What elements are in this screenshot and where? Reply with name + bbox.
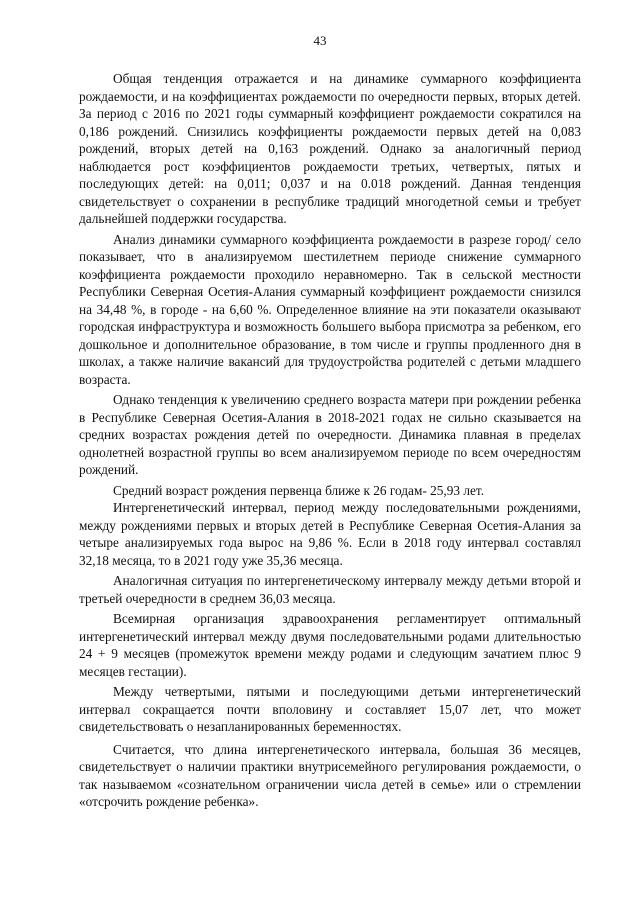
paragraph-mother-age: Однако тенденция к увеличению среднего возраста матери при рождении ребенка в Республике Северная Осетия-Алания в 2018-2021 годах не сильно сказывается на средних возрастах рождения детей по очередности. Динамика плавная в пределах однолетней возрастной группы во всем анализируемом периоде по всем очередностям рождений. — [79, 392, 581, 477]
paragraph-second-third-interval: Аналогичная ситуация по интергенетическому интервалу между детьми второй и третьей очередности в среднем 36,03 месяца. — [79, 573, 581, 606]
paragraph-first-child-age: Средний возраст рождения первенца ближе к 26 годам- 25,93 лет. — [113, 482, 485, 498]
paragraph-fourth-plus-interval: Между четвертыми, пятыми и последующими детьми интергенетический интервал сокращается почти вполовину и составляет 15,07 лет, что может свидетельствовать о незапланированных беременностях. — [79, 684, 581, 734]
page-number: 43 — [313, 33, 327, 48]
paragraph-tfr-trend: Общая тенденция отражается и на динамике суммарного коэффициента рождаемости, и на коэффициентах рождаемости по очередности первых, вторых детей. За период с 2016 по 2021 годы суммарный коэффициент рождаемости сократился на 0,186 рождений. Снизились коэффициенты рождаемости первых детей на 0,083 рождений, вторых детей на 0,163 рождений. Однако за аналогичный период наблюдается рост коэффициентов рождаемости третьих, четвертых, пятых и последующих детей: на 0,011; 0,037 и на 0.018 рождений. Данная тенденция свидетельствует о сохранении в республике традиций многодетной семьи и требует дальнейшей поддержки государства. — [79, 71, 581, 226]
paragraph-urban-rural: Анализ динамики суммарного коэффициента рождаемости в разрезе город/ село показывает, что в анализируемом шестилетнем периоде снижение суммарного коэффициента рождаемости проходило неравномерно. Так в сельской местности Республики Северная Осетия-Алания суммарный коэффициент рождаемости снизился на 34,48 %, в городе - на 6,60 %. Определенное влияние на эти показатели оказывают городская инфраструктура и возможность большего выбора присмотра за ребенком, его дошкольное и дополнительное образование, в том числе и группы продленного дня в школах, а также наличие вакансий для трудоустройства родителей с детьми младшего возраста. — [79, 231, 581, 387]
paragraph-who-recommendation: Всемирная организация здравоохранения регламентирует оптимальный интергенетический интервал между двумя последовательными родами длительностью 24 + 9 месяцев (промежуток времени между родами и следующим зачатием плюс 9 месяцев гестации). — [79, 611, 581, 679]
paragraph-intergenetic-interval: Интергенетический интервал, период между последовательными рождениями, между рождениями первых и вторых детей в Республике Северная Осетия-Алания за четыре анализируемых года вырос на 9,86 %. Если в 2018 году интервал составлял 32,18 месяца, то в 2021 году уже 35,36 месяца. — [79, 500, 581, 568]
paragraph-interval-conclusion: Считается, что длина интергенетического интервала, большая 36 месяцев, свидетельствует о наличии практики внутрисемейного регулирования рождаемости, о так называемом «сознательном ограничении числа детей в семье» или о стремлении «отсрочить рождение ребенка». — [79, 741, 581, 809]
text-body — [79, 70, 581, 811]
